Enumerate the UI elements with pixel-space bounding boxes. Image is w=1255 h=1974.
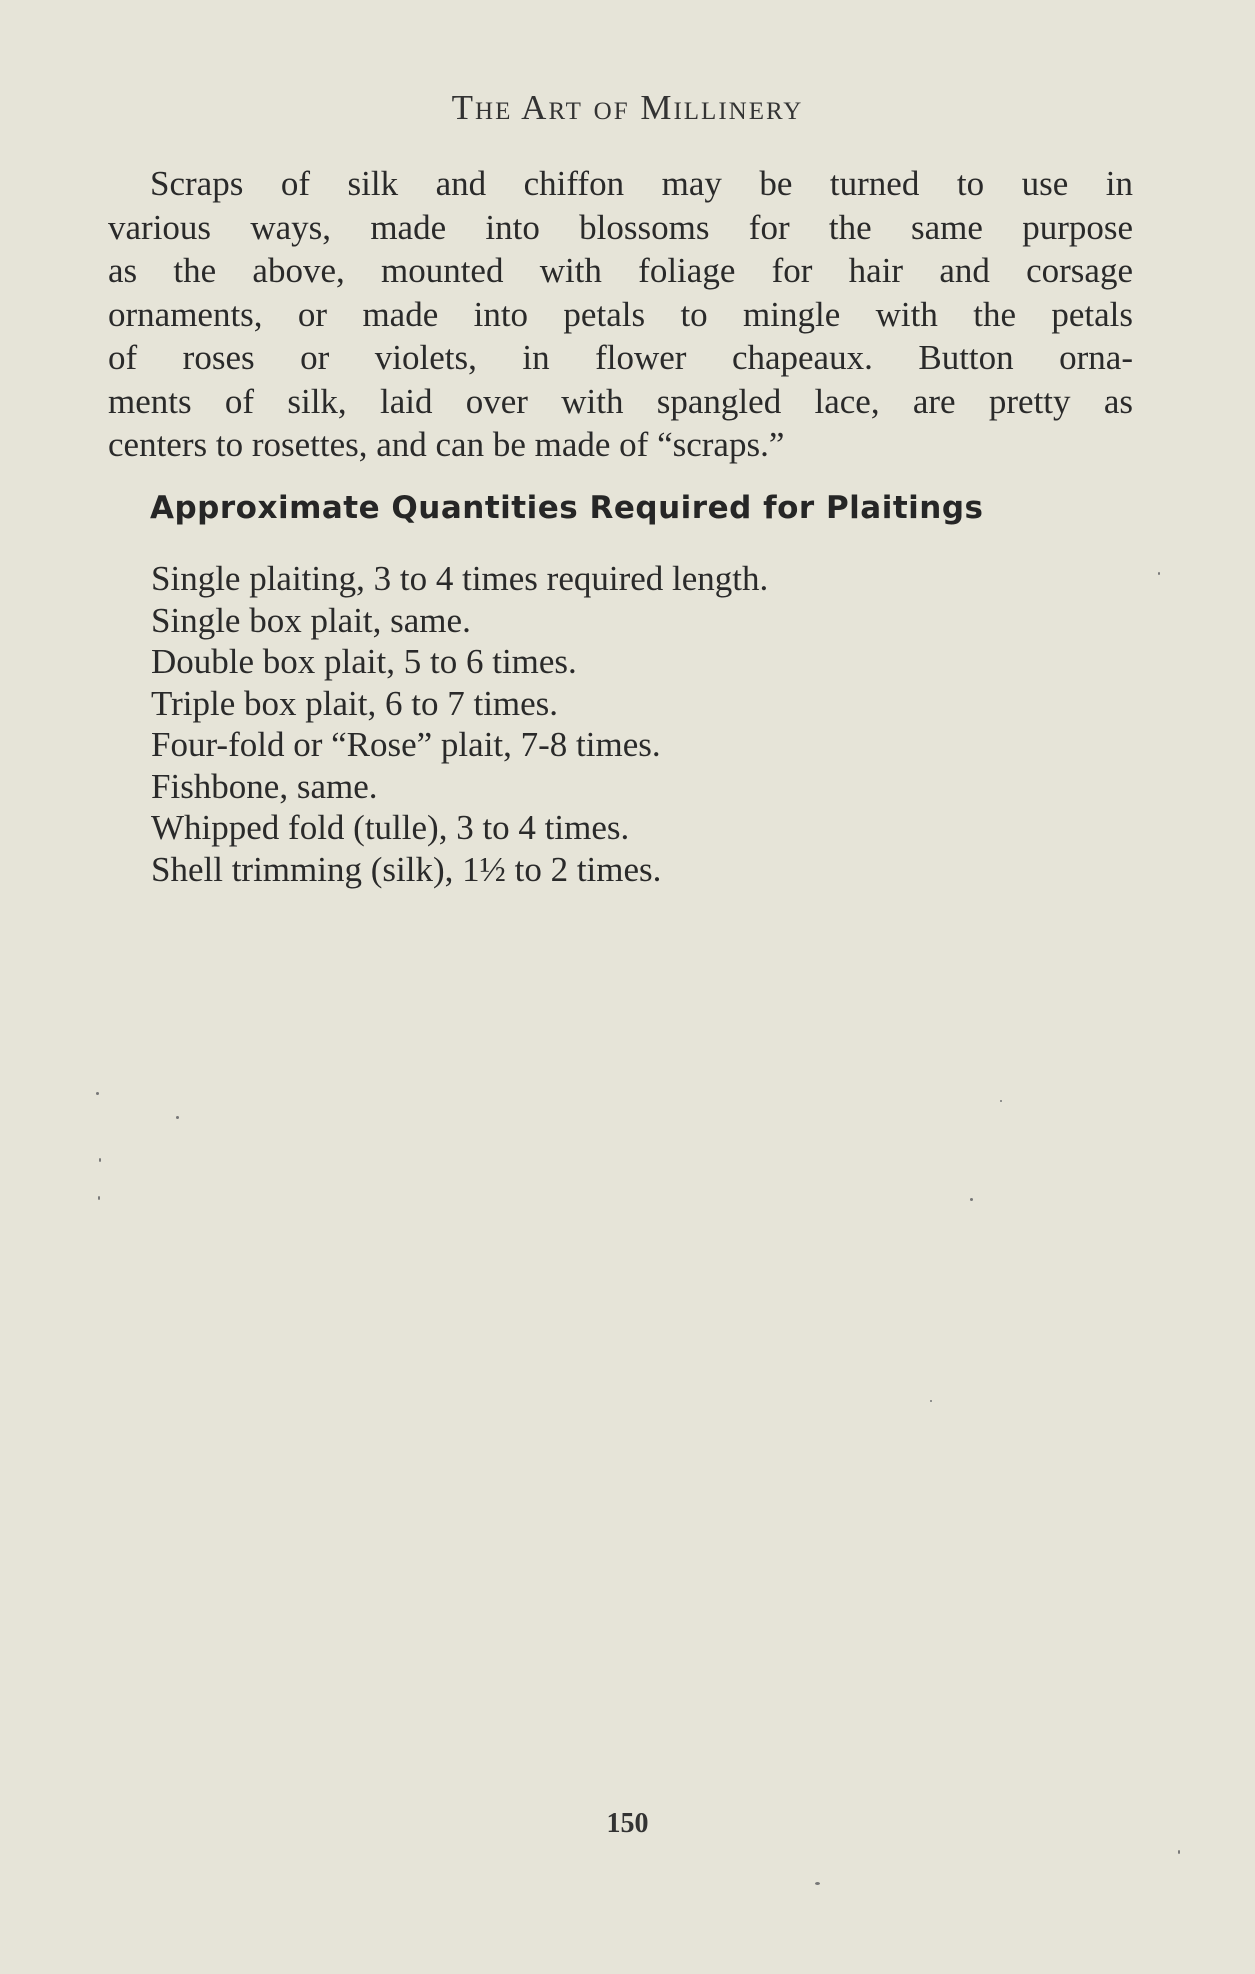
paper-speck: [176, 1116, 179, 1119]
page-number: 150: [606, 1808, 649, 1839]
list-item: Shell trimming (silk), 1½ to 2 times.: [151, 849, 662, 889]
paragraph-line: Scraps of silk and chiffon may be turned to use in: [150, 164, 1133, 203]
body-paragraph: [108, 162, 1133, 467]
list-item: Triple box plait, 6 to 7 times.: [151, 683, 559, 723]
paragraph-line: of roses or violets, in flower chapeaux. Button orna-: [108, 338, 1133, 377]
paragraph-line: as the above, mounted with foliage for hair and corsage: [108, 251, 1133, 290]
list-item: Four-fold or “Rose” plait, 7-8 times.: [151, 725, 661, 764]
section-heading: Approximate Quantities Required for Plaitings: [150, 490, 984, 526]
plaiting-quantities-list: [151, 558, 768, 890]
paper-speck: [930, 1400, 932, 1402]
paper-speck: [1178, 1850, 1180, 1854]
paper-speck: [96, 1092, 99, 1095]
paper-speck: [970, 1198, 973, 1201]
list-item: Single box plait, same.: [151, 600, 471, 640]
paragraph-line: centers to rosettes, and can be made of “scraps.”: [108, 425, 785, 464]
list-item: Double box plait, 5 to 6 times.: [151, 642, 577, 681]
paragraph-line: ments of silk, laid over with spangled lace, are pretty as: [108, 381, 1133, 421]
list-item: Fishbone, same.: [151, 766, 378, 806]
list-item: Whipped fold (tulle), 3 to 4 times.: [151, 808, 630, 847]
list-item: Single plaiting, 3 to 4 times required length.: [151, 559, 769, 598]
paper-speck: [1000, 1100, 1002, 1102]
paragraph-line: various ways, made into blossoms for the same purpose: [108, 207, 1133, 247]
paper-speck: [98, 1196, 100, 1200]
running-head-title: The Art of Millinery: [451, 88, 804, 127]
paper-speck: [815, 1882, 820, 1885]
paragraph-line: ornaments, or made into petals to mingle with the petals: [108, 294, 1133, 334]
paper-speck: [1158, 572, 1160, 575]
paper-speck: [99, 1158, 101, 1162]
